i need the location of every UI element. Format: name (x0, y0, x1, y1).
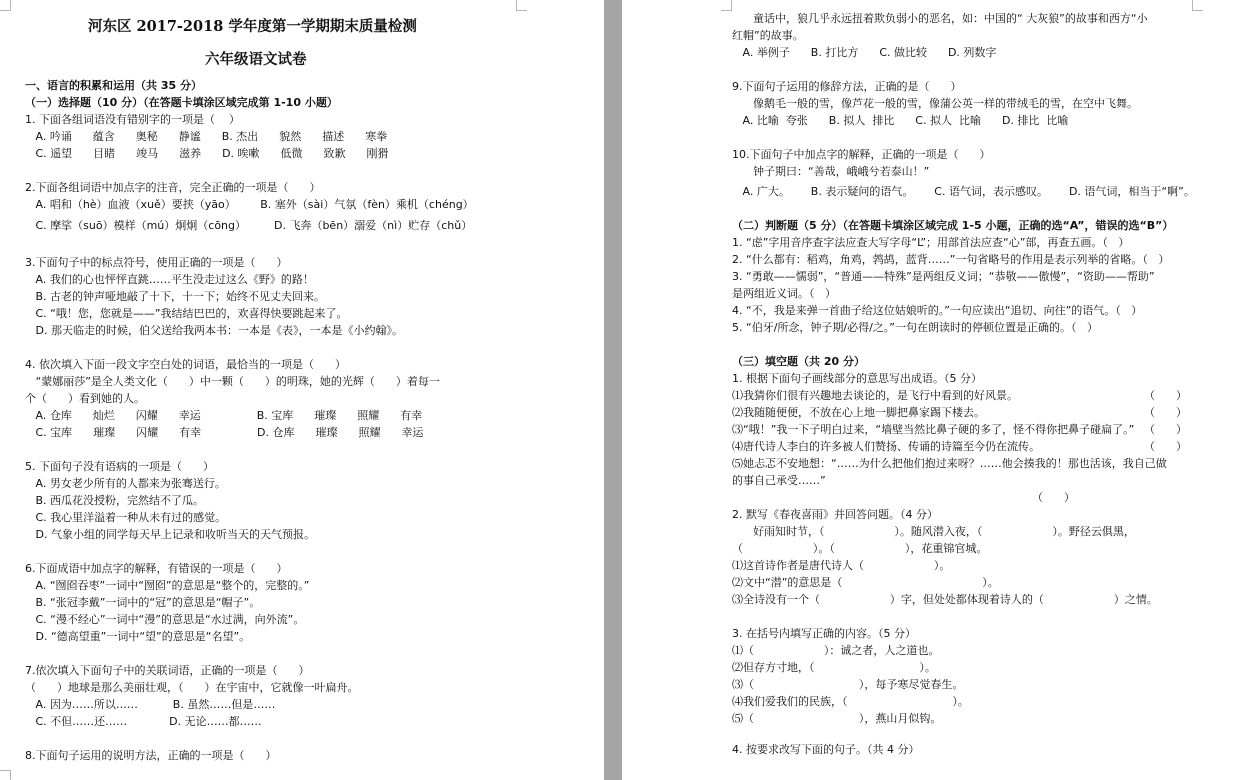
answer-option: A. 比喻 夸张 B. 拟人 排比 C. 拟人 比喻 D. 排比 比喻 (732, 114, 1069, 127)
section-heading: （三）填空题（共 20 分） (732, 355, 865, 368)
fill-item: 的事自己承受……” (732, 474, 826, 487)
answer-blank: （ ） (1144, 423, 1187, 436)
judgement-item: 4. “不，我是来弹一首曲子给这位姑娘听的。”一句应读出“追切、向往”的语气。（ ） (732, 304, 1143, 317)
exam-title: 河东区 2017-2018 学年度第一学期期末质量检测 (88, 18, 417, 35)
question-text: 红帽”的故事。 (732, 29, 804, 42)
answer-blank: （ ） (1144, 389, 1187, 402)
answer-option: D. “德高望重”一词中“望”的意思是“名望”。 (25, 630, 251, 643)
question-stem: 10.下面句子中加点字的解释，正确的一项是（ ） (732, 148, 991, 161)
page-corner-mark (721, 0, 732, 11)
question-text: （ ）地球是那么美丽壮观，（ ）在宇宙中，它就像一叶扁舟。 (25, 681, 359, 694)
question-stem: 4. 按要求改写下面的句子。（共 4 分） (732, 743, 920, 756)
question-stem: 3. 在括号内填写正确的内容。（5 分） (732, 627, 916, 640)
answer-option: D. 那天临走的时候，伯父送给我两本书：一本是《表》，一本是《小约翰》。 (25, 324, 403, 337)
fill-item: ⑶“哦！”我一下子明白过来，“墙壁当然比鼻子硬的多了，怪不得你把鼻子碰扁了。” (732, 423, 1135, 436)
answer-option: C. 遥望 目睹 竣马 滋养 D. 唉嗽 低微 致歉 刚猾 (25, 147, 389, 160)
fill-item: ⑸（ ），燕山月似钩。 (732, 712, 942, 725)
fill-item: ⑷唐代诗人李白的许多被人们赞扬、传诵的诗篇至今仍在流传。 (732, 440, 1040, 453)
question-stem: 9.下面句子运用的修辞方法，正确的是（ ） (732, 80, 962, 93)
answer-option: A. 举例子 B. 打比方 C. 做比较 D. 列数字 (732, 46, 997, 59)
answer-option: B. “张冠李戴”一词中的“冠”的意思是“帽子”。 (25, 596, 261, 609)
question-stem: 7.依次填入下面句子中的关联词语，正确的一项是（ ） (25, 664, 310, 677)
judgement-item: 是两组近义词。（ ） (732, 287, 836, 300)
answer-blank: （ ） (1144, 406, 1187, 419)
question-stem: 1. 下面各组词语没有错别字的一项是（ ） (25, 113, 240, 126)
fill-item: ⑵我随随便便，不放在心上地一脚把鼻家踢下楼去。 (732, 406, 985, 419)
question-text: 像鹅毛一般的雪，像芦花一般的雪，像蒲公英一样的带绒毛的雪，在空中飞舞。 (732, 97, 1138, 110)
fill-item: ⑵但存方寸地，（ ）。 (732, 661, 936, 674)
exam-subtitle: 六年级语文试卷 (205, 51, 307, 68)
question-text: 童话中，狼几乎永远扭着欺负弱小的恶名，如：中国的“ 大灰狼”的故事和西方“小 (732, 12, 1148, 25)
judgement-item: 1. “虑”字用音序查字法应查大写字母“L”；用部首法应查“心”部，再查五画。（ ） (732, 236, 1130, 249)
fill-item: ⑴我猜你们很有兴趣地去谈论的，是飞行中看到的好风景。 (732, 389, 1018, 402)
fill-item: ⑵文中“潜”的意思是（ ）。 (732, 576, 999, 589)
question-text: “蒙娜丽莎”是全人类文化（ ）中一颗（ ）的明珠，她的光辉（ ）着每一 (25, 375, 440, 388)
answer-option: A. 唱和（hè）血液（xuě）要挟（yāo） B. 塞外（sài）气氛（fèn）乘机（chéng） (25, 198, 474, 211)
answer-option: D. 气象小组的同学每天早上记录和收听当天的天气预报。 (25, 528, 315, 541)
answer-option: C. “漫不经心”一词中“漫”的意思是“水过满，向外流”。 (25, 613, 305, 626)
judgement-item: 2. “什么都有：稻鸡，角鸡，鹁鸪，蓝背……”一句省略号的作用是表示列举的省略。（ ） (732, 253, 1170, 266)
fill-item: 好雨知时节，（ ）。随风潜入夜，（ ）。野径云俱黑， (732, 525, 1135, 538)
answer-option: A. 仓库 灿烂 闪耀 幸运 B. 宝库 璀璨 照耀 有幸 (25, 409, 423, 422)
question-stem: 6.下面成语中加点字的解释，有错误的一项是（ ） (25, 562, 288, 575)
question-stem: 8.下面句子运用的说明方法，正确的一项是（ ） (25, 749, 277, 762)
question-stem: 1. 根据下面句子画线部分的意思写出成语。（5 分） (732, 372, 982, 385)
page-corner-mark (0, 770, 11, 780)
answer-option: B. 古老的钟声哑地敲了十下，十一下；始终不见丈夫回来。 (25, 290, 326, 303)
question-stem: 2.下面各组词语中加点字的注音，完全正确的一项是（ ） (25, 181, 321, 194)
question-stem: 5. 下面句子没有语病的一项是（ ） (25, 460, 214, 473)
answer-option: C. 宝库 璀璨 闪耀 有幸 D. 仓库 璀璨 照耀 幸运 (25, 426, 424, 439)
fill-item: ⑴这首诗作者是唐代诗人（ ）。 (732, 559, 951, 572)
answer-blank: （ ） (1144, 440, 1187, 453)
question-text: 钟子期曰：“善哉，峨峨兮若泰山！” (732, 165, 930, 178)
answer-option: A. 我们的心也怦怦直跳……平生没走过这么《野》的路！ (25, 273, 314, 286)
fill-item: ⑷我们爱我们的民族，（ ）。 (732, 695, 969, 708)
answer-option: C. 我心里洋溢着一种从未有过的感觉。 (25, 511, 227, 524)
right-page (622, 0, 1249, 780)
fill-item: ⑶全诗没有一个（ ）字，但处处都体现着诗人的（ ）之情。 (732, 593, 1158, 606)
answer-option: A. 广大。 B. 表示疑问的语气。 C. 语气词，表示感叹。 D. 语气词，相当于“啊”。 (732, 185, 1195, 198)
fill-item: ⑶（ ），每予寒尽觉春生。 (732, 678, 964, 691)
fill-item: （ ）。（ ），花重锦官城。 (732, 542, 988, 555)
section-heading: （一）选择题（10 分）（在答题卡填涂区域完成第 1-10 小题） (25, 96, 338, 109)
answer-option: C. 摩挲（suō）模样（mú）炯炯（cōng） D. 飞奔（bēn）溺爱（nì）贮存（chǔ） (25, 219, 473, 232)
answer-option: C. 不但……还…… D. 无论……都…… (25, 715, 262, 728)
page-corner-mark (0, 0, 11, 11)
answer-option: A. “囫囵吞枣”一词中“囫囵”的意思是“整个的，完整的。” (25, 579, 310, 592)
fill-item: ⑴（ ）：诚之者，人之道也。 (732, 644, 940, 657)
left-page (0, 0, 604, 780)
judgement-item: 5. “伯牙/所念，钟子期/必得/之。”一句在朗读时的停顿位置是正确的。（ ） (732, 321, 1098, 334)
section-heading: 一、语言的积累和运用（共 35 分） (25, 79, 202, 92)
question-stem: 2. 默写《春夜喜雨》并回答问题。（4 分） (732, 508, 938, 521)
answer-option: A. 吟诵 蕴含 奥秘 静谧 B. 杰出 貌然 描述 寒拳 (25, 130, 388, 143)
page-corner-mark (516, 0, 527, 11)
question-text: 个（ ）看到她的人。 (25, 392, 145, 405)
answer-option: A. 男女老少所有的人都来为张骞送行。 (25, 477, 226, 490)
answer-option: C. “哦！您，您就是——”我结结巴巴的，欢喜得快要跳起来了。 (25, 307, 348, 320)
question-stem: 4. 依次填入下面一段文字空白处的词语，最恰当的一项是（ ） (25, 358, 346, 371)
fill-item: ⑸她忐忑不安地想：“……为什么把他们抱过来呀？……他会揍我的！那也活该，我自己做 (732, 457, 1167, 470)
answer-blank: （ ） (1032, 491, 1075, 504)
page-corner-mark (1192, 0, 1203, 11)
answer-option: B. 西瓜花没授粉，完然结不了瓜。 (25, 494, 205, 507)
judgement-item: 3. “勇敢——懦弱”，“普通——特殊”是两组反义词；“恭敬——傲慢”，“资助——帮助” (732, 270, 1155, 283)
section-heading: （二）判断题（5 分）（在答题卡填涂区域完成 1-5 小题，正确的选“A”，错误的选“B”） (732, 219, 1174, 232)
answer-option: A. 因为……所以…… B. 虽然……但是…… (25, 698, 276, 711)
question-stem: 3.下面句子中的标点符号，使用正确的一项是（ ） (25, 256, 288, 269)
